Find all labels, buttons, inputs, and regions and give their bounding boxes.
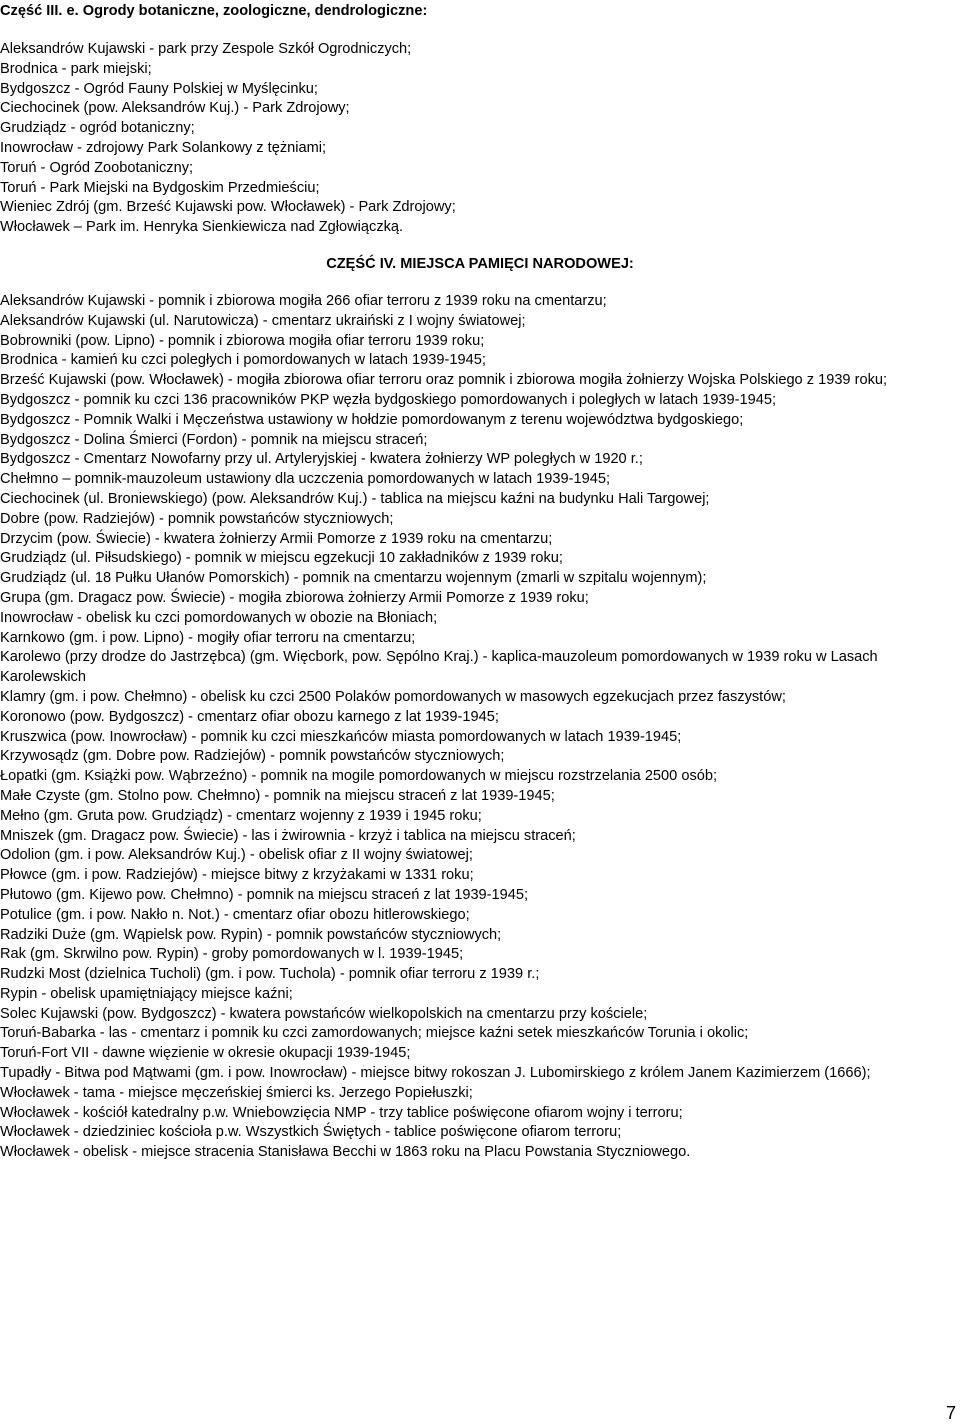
list-item: Bobrowniki (pow. Lipno) - pomnik i zbiorowa mogiła ofiar terroru 1939 roku;	[0, 332, 485, 349]
list-item: Toruń-Fort VII - dawne więzienie w okresie okupacji 1939-1945;	[0, 1045, 411, 1062]
list-item: Toruń - Ogród Zoobotaniczny;	[0, 159, 194, 176]
list-item: Aleksandrów Kujawski - park przy Zespole Szkół Ogrodniczych;	[0, 41, 412, 57]
list-item: Odolion (gm. i pow. Aleksandrów Kuj.) - obelisk ofiar z II wojny światowej;	[0, 847, 473, 864]
list-item: Bydgoszcz - Dolina Śmierci (Fordon) - pomnik na miejscu straceń;	[0, 431, 428, 448]
list-item: Dobre (pow. Radziejów) - pomnik powstańców styczniowych;	[0, 510, 394, 527]
list-item: Radziki Duże (gm. Wąpielsk pow. Rypin) - pomnik powstańców styczniowych;	[0, 926, 502, 943]
list-item: Grudziądz - ogród botaniczny;	[0, 120, 195, 137]
list-item: Rak (gm. Skrwilno pow. Rypin) - groby pomordowanych w l. 1939-1945;	[0, 946, 464, 963]
botanical-gardens-list	[0, 40, 955, 238]
list-item: Rypin - obelisk upamiętniający miejsce kaźni;	[0, 985, 293, 1002]
list-item: Aleksandrów Kujawski - pomnik i zbiorowa mogiła 266 ofiar terroru z 1939 roku na cmentarzu;	[0, 293, 607, 309]
list-item: Inowrocław - obelisk ku czci pomordowanych w obozie na Błoniach;	[0, 609, 438, 626]
list-item: Włocławek - tama - miejsce męczeńskiej śmierci ks. Jerzego Popiełuszki;	[0, 1084, 473, 1101]
list-item: Grupa (gm. Dragacz pow. Świecie) - mogiła zbiorowa żołnierzy Armii Pomorze z 1939 roku;	[0, 589, 589, 606]
list-item: Inowrocław - zdrojowy Park Solankowy z tężniami;	[0, 139, 327, 156]
national-memory-sites-list	[0, 292, 955, 1163]
list-item: Ciechocinek (pow. Aleksandrów Kuj.) - Park Zdrojowy;	[0, 100, 350, 117]
section-heading-part4: CZĘŚĆ IV. MIEJSCA PAMIĘCI NARODOWEJ:	[326, 256, 634, 272]
list-item: Włocławek – Park im. Henryka Sienkiewicza nad Zgłowiączką.	[0, 219, 404, 236]
list-item: Bydgoszcz - Cmentarz Nowofarny przy ul. Artyleryjskiej - kwatera żołnierzy WP poległych w 1920 r.;	[0, 451, 643, 468]
list-item: Karolewo (przy drodze do Jastrzębca) (gm. Więcbork, pow. Sępólno Kraj.) - kaplica-mauzoleum pomordowanych w 1939 roku w Lasach Karolewskich	[0, 649, 878, 686]
list-item: Brześć Kujawski (pow. Włocławek) - mogiła zbiorowa ofiar terroru oraz pomnik i zbiorowa mogiła żołnierzy Wojska Polskiego z 1939 roku;	[0, 372, 888, 389]
list-item: Bydgoszcz - Ogród Fauny Polskiej w Myślęcinku;	[0, 80, 318, 97]
list-item: Grudziądz (ul. Piłsudskiego) - pomnik w miejscu egzekucji 10 zakładników z 1939 roku;	[0, 550, 563, 567]
list-item: Łopatki (gm. Książki pow. Wąbrzeźno) - pomnik na mogile pomordowanych w miejscu rozstrzelania 2500 osób;	[0, 768, 718, 785]
list-item: Drzycim (pow. Świecie) - kwatera żołnierzy Armii Pomorze z 1939 roku na cmentarzu;	[0, 530, 553, 547]
list-item: Potulice (gm. i pow. Nakło n. Not.) - cmentarz ofiar obozu hitlerowskiego;	[0, 906, 470, 923]
list-item: Brodnica - kamień ku czci poległych i pomordowanych w latach 1939-1945;	[0, 352, 486, 369]
list-item: Klamry (gm. i pow. Chełmno) - obelisk ku czci 2500 Polaków pomordowanych w masowych egzekucjach przez faszystów;	[0, 688, 786, 705]
list-item: Karnkowo (gm. i pow. Lipno) - mogiły ofiar terroru na cmentarzu;	[0, 629, 416, 646]
list-item: Mniszek (gm. Dragacz pow. Świecie) - las i żwirownia - krzyż i tablica na miejscu straceń;	[0, 827, 576, 844]
list-item: Kruszwica (pow. Inowrocław) - pomnik ku czci mieszkańców miasta pomordowanych w latach 1939-1945;	[0, 728, 682, 745]
list-item: Rudzki Most (dzielnica Tucholi) (gm. i pow. Tuchola) - pomnik ofiar terroru z 1939 r.;	[0, 966, 540, 983]
section-heading-part3: Część III. e. Ogrody botaniczne, zoologiczne, dendrologiczne:	[0, 3, 428, 19]
list-item: Aleksandrów Kujawski (ul. Narutowicza) - cmentarz ukraiński z I wojny światowej;	[0, 312, 526, 329]
list-item: Krzywosądz (gm. Dobre pow. Radziejów) - pomnik powstańców styczniowych;	[0, 748, 505, 765]
list-item: Płowce (gm. i pow. Radziejów) - miejsce bitwy z krzyżakami w 1331 roku;	[0, 867, 474, 884]
list-item: Włocławek - dziedziniec kościoła p.w. Wszystkich Świętych - tablice poświęcone ofiarom terroru;	[0, 1124, 622, 1141]
list-item: Włocławek - kościół katedralny p.w. Wniebowzięcia NMP - trzy tablice poświęcone ofiarom wojny i terroru;	[0, 1104, 683, 1121]
list-item: Chełmno – pomnik-mauzoleum ustawiony dla uczczenia pomordowanych w latach 1939-1945;	[0, 471, 611, 488]
list-item: Bydgoszcz - pomnik ku czci 136 pracowników PKP węzła bydgoskiego pomordowanych i poległych w latach 1939-1945;	[0, 391, 777, 408]
list-item: Małe Czyste (gm. Stolno pow. Chełmno) - pomnik na miejscu straceń z lat 1939-1945;	[0, 787, 555, 804]
list-item: Bydgoszcz - Pomnik Walki i Męczeństwa ustawiony w hołdzie pomordowanym z terenu województwa bydgoskiego;	[0, 411, 744, 428]
list-item: Mełno (gm. Gruta pow. Grudziądz) - cmentarz wojenny z 1939 i 1945 roku;	[0, 807, 482, 824]
list-item: Solec Kujawski (pow. Bydgoszcz) - kwatera powstańców wielkopolskich na cmentarzu przy kościele;	[0, 1005, 648, 1022]
list-item: Płutowo (gm. Kijewo pow. Chełmno) - pomnik na miejscu straceń z lat 1939-1945;	[0, 886, 529, 903]
list-item: Tupadły - Bitwa pod Mątwami (gm. i pow. Inowrocław) - miejsce bitwy rokoszan J. Lubomirskiego z królem Janem Kazimierzem (1666);	[0, 1065, 871, 1082]
list-item: Włocławek - obelisk - miejsce stracenia Stanisława Becchi w 1863 roku na Placu Powstania Styczniowego.	[0, 1144, 691, 1161]
list-item: Toruń - Park Miejski na Bydgoskim Przedmieściu;	[0, 179, 320, 196]
list-item: Brodnica - park miejski;	[0, 60, 152, 77]
list-item: Grudziądz (ul. 18 Pułku Ułanów Pomorskich) - pomnik na cmentarzu wojennym (zmarli w szpitalu wojennym);	[0, 570, 707, 587]
page-number: 7	[945, 1403, 956, 1423]
list-item: Koronowo (pow. Bydgoszcz) - cmentarz ofiar obozu karnego z lat 1939-1945;	[0, 708, 499, 725]
list-item: Toruń-Babarka - las - cmentarz i pomnik ku czci zamordowanych; miejsce kaźni setek mieszkańców Torunia i okolic;	[0, 1025, 749, 1042]
list-item: Wieniec Zdrój (gm. Brześć Kujawski pow. Włocławek) - Park Zdrojowy;	[0, 199, 456, 216]
list-item: Ciechocinek (ul. Broniewskiego) (pow. Aleksandrów Kuj.) - tablica na miejscu kaźni na budynku Hali Targowej;	[0, 490, 710, 507]
